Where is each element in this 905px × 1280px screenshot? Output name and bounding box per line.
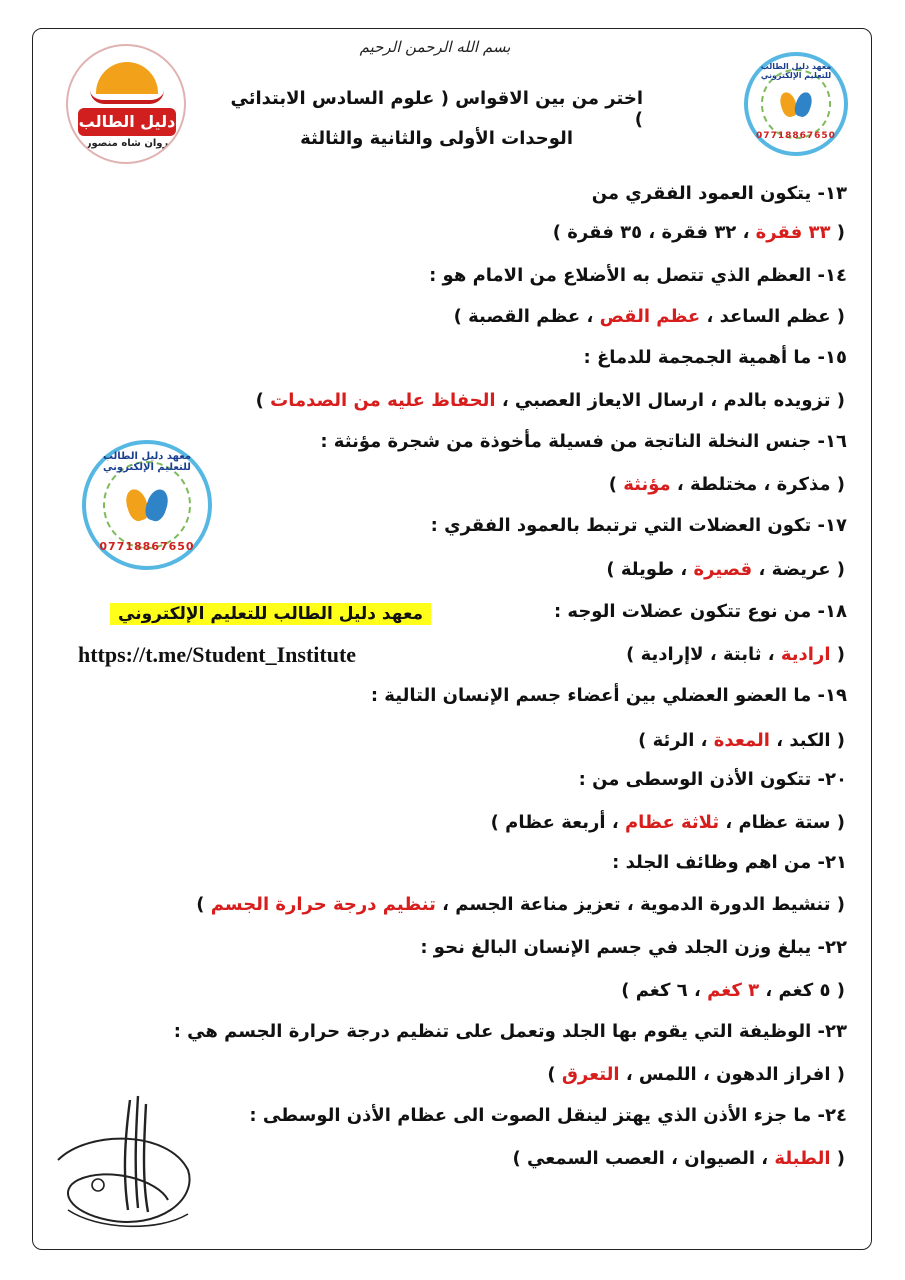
calligraphy-signature-icon (38, 1090, 208, 1240)
question-22: ٢٢- يبلغ وزن الجلد في جسم الإنسان البالغ نحو : (420, 937, 847, 958)
telegram-link[interactable]: https://t.me/Student_Institute (78, 642, 357, 667)
correct-answer: تنظيم درجة حرارة الجسم (210, 894, 436, 915)
seal-text: معهد دليل الطالب للتعليم الإلكتروني (102, 451, 192, 474)
answer-text: ( ٥ كغم ، (759, 980, 845, 1001)
institute-seal-watermark (82, 440, 212, 570)
answer-text: ( الكبد ، (769, 730, 845, 751)
answer-text: ( افراز الدهون ، اللمس ، (619, 1064, 845, 1085)
correct-answer: قصيرة (693, 559, 753, 580)
question-21: ٢١- من اهم وظائف الجلد : (612, 852, 847, 873)
answer-options-21 (105, 894, 845, 915)
correct-answer: ثلاثة عظام (624, 812, 720, 833)
answer-options-15 (105, 390, 845, 411)
answer-text: ، ٦ كغم ) (621, 980, 708, 1001)
question-20: ٢٠- تتكون الأذن الوسطى من : (578, 769, 847, 790)
answer-options-23 (105, 1064, 845, 1085)
page-title: اختر من بين الاقواس ( علوم السادس الابتدائي ) (230, 88, 643, 130)
answer-text: ( (830, 222, 845, 243)
question-19: ١٩- ما العضو العضلي بين أعضاء جسم الإنسان التالية : (370, 685, 847, 706)
answer-options-16 (105, 474, 845, 495)
answer-text: ( (830, 644, 845, 665)
correct-answer: المعدة (713, 730, 770, 751)
answer-options-13 (105, 222, 845, 243)
answer-options-22 (105, 980, 845, 1001)
brand-logo (66, 44, 186, 164)
question-24: ٢٤- ما جزء الأذن الذي يهتز لينقل الصوت الى عظام الأذن الوسطى : (249, 1105, 847, 1126)
answer-options-24 (105, 1148, 845, 1169)
answer-text: ، ثابتة ، لاإرادية ) (626, 644, 781, 665)
question-15: ١٥- ما أهمية الجمجمة للدماغ : (583, 347, 847, 368)
answer-text: ، ٣٢ فقرة ، ٣٥ فقرة ) (552, 222, 756, 243)
answer-text: ( (830, 1148, 845, 1169)
page-subtitle: الوحدات الأولى والثانية والثالثة (300, 128, 573, 149)
correct-answer: التعرق (561, 1064, 620, 1085)
institute-seal (744, 52, 848, 156)
answer-options-18 (105, 644, 845, 665)
correct-answer: ارادية (780, 644, 831, 665)
answer-options-20 (105, 812, 845, 833)
answer-text: ، الصيوان ، العصب السمعي ) (512, 1148, 775, 1169)
answer-text: ( عظم الساعد ، (700, 306, 845, 327)
answer-text: ) (608, 474, 624, 495)
correct-answer: ٣ كغم (707, 980, 760, 1001)
answer-text: ( مذكرة ، مختلطة ، (670, 474, 845, 495)
answer-text: ، أربعة عظام ) (490, 812, 625, 833)
seal-phone: 07718867650 (99, 539, 195, 553)
question-16: ١٦- جنس النخلة الناتجة من فسيلة مأخوذة من شجرة مؤنثة : (320, 431, 847, 452)
answer-text: ( عريضة ، (752, 559, 845, 580)
answer-text: ) (196, 894, 211, 915)
brand-name: دليل الطالب (78, 108, 176, 136)
answer-text: ) (255, 390, 271, 411)
institute-banner: معهد دليل الطالب للتعليم الإلكتروني (110, 603, 431, 625)
answer-text: ( تزويده بالدم ، ارسال الايعاز العصبي ، (495, 390, 845, 411)
answer-options-19 (105, 730, 845, 751)
correct-answer: الطبلة (774, 1148, 831, 1169)
question-14: ١٤- العظم الذي تتصل به الأضلاع من الامام هو : (429, 265, 847, 286)
answer-text: ( تنشيط الدورة الدموية ، تعزيز مناعة الجسم ، (435, 894, 845, 915)
answer-text: ، الرئة ) (638, 730, 714, 751)
question-17: ١٧- تكون العضلات التي ترتبط بالعمود الفقري : (430, 515, 847, 536)
correct-answer: الحفاظ عليه من الصدمات (270, 390, 496, 411)
question-23: ٢٣- الوظيفة التي يقوم بها الجلد وتعمل على تنظيم درجة حرارة الجسم هي : (173, 1021, 847, 1042)
correct-answer: ٣٣ فقرة (755, 222, 831, 243)
answer-text: ، عظم القصبة ) (453, 306, 600, 327)
answer-text: ( ستة عظام ، (719, 812, 845, 833)
correct-answer: مؤنثة (623, 474, 671, 495)
page-header (0, 0, 905, 170)
brand-author: روان شاه منصور (85, 138, 169, 149)
seal-phone: 07718867650 (756, 131, 836, 142)
answer-text: ، طويلة ) (606, 559, 694, 580)
answer-text: ) (547, 1064, 562, 1085)
answer-options-14 (105, 306, 845, 327)
seal-text: معهد دليل الطالب للتعليم الإلكتروني (760, 61, 832, 80)
book-icon (90, 90, 164, 104)
correct-answer: عظم القص (599, 306, 701, 327)
question-18: ١٨- من نوع تتكون عضلات الوجه : (553, 601, 847, 622)
question-13: ١٣- يتكون العمود الفقري من (591, 183, 847, 204)
answer-options-17 (105, 559, 845, 580)
basmala: بسم الله الرحمن الرحيم (359, 38, 511, 56)
